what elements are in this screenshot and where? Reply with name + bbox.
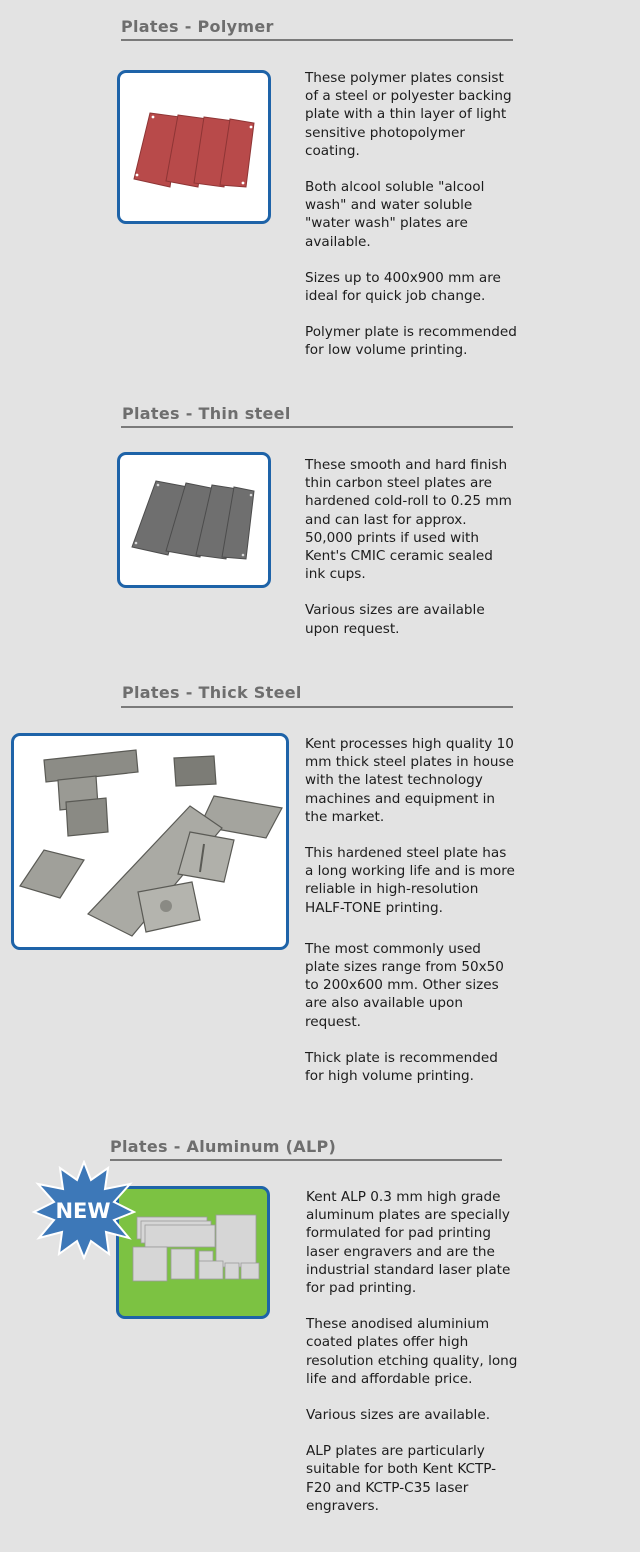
new-badge: [32, 1160, 136, 1260]
paragraph: Kent processes high quality 10 mm thick steel plates in house with the latest technology machines and equipment in the market.: [305, 736, 514, 825]
paragraph: Various sizes are available.: [306, 1407, 491, 1424]
paragraph: Polymer plate is recommended for low volume printing.: [305, 324, 517, 359]
paragraph: Kent ALP 0.3 mm high grade aluminum plates are specially formulated for pad printing laser engravers and are the industrial standard laser plate for pad printing.: [306, 1189, 511, 1297]
section-description: [306, 1188, 518, 1533]
aluminum-plates-photo-icon: [119, 1189, 267, 1316]
section-title: Plates - Polymer: [121, 17, 274, 36]
starburst-icon: [32, 1160, 136, 1260]
section-title: Plates - Thin steel: [122, 404, 291, 423]
paragraph: These smooth and hard finish thin carbon steel plates are hardened cold-roll to 0.25 mm and can last for approx. 50,000 prints if used with Kent's CMIC ceramic sealed ink cups.: [305, 457, 512, 583]
section-title: Plates - Aluminum (ALP): [110, 1137, 337, 1156]
paragraph: Both alcool soluble "alcool wash" and water soluble "water wash" plates are available.: [305, 179, 485, 250]
section-title: Plates - Thick Steel: [122, 683, 302, 702]
paragraph: Various sizes are available upon request.: [305, 602, 485, 637]
paragraph: Sizes up to 400x900 mm are ideal for quick job change.: [305, 269, 501, 305]
heading-divider: [110, 1159, 502, 1161]
paragraph: ALP plates are particularly suitable for both Kent KCTP-F20 and KCTP-C35 laser engravers.: [306, 1443, 497, 1514]
paragraph: The most commonly used plate sizes range from 50x50 to 200x600 mm. Other sizes are also available upon request.: [305, 940, 504, 1030]
paragraph: Thick plate is recommended for high volume printing.: [305, 1049, 498, 1085]
paragraph: These anodised aluminium coated plates offer high resolution etching quality, long life and affordable price.: [306, 1316, 518, 1387]
new-badge-label: NEW: [55, 1199, 111, 1223]
paragraph: These polymer plates consist of a steel or polyester backing plate with a thin layer of light sensitive photopolymer coating.: [305, 70, 512, 159]
product-image: [116, 1186, 270, 1319]
paragraph: This hardened steel plate has a long working life and is more reliable in high-resolution HALF-TONE printing.: [305, 845, 515, 916]
